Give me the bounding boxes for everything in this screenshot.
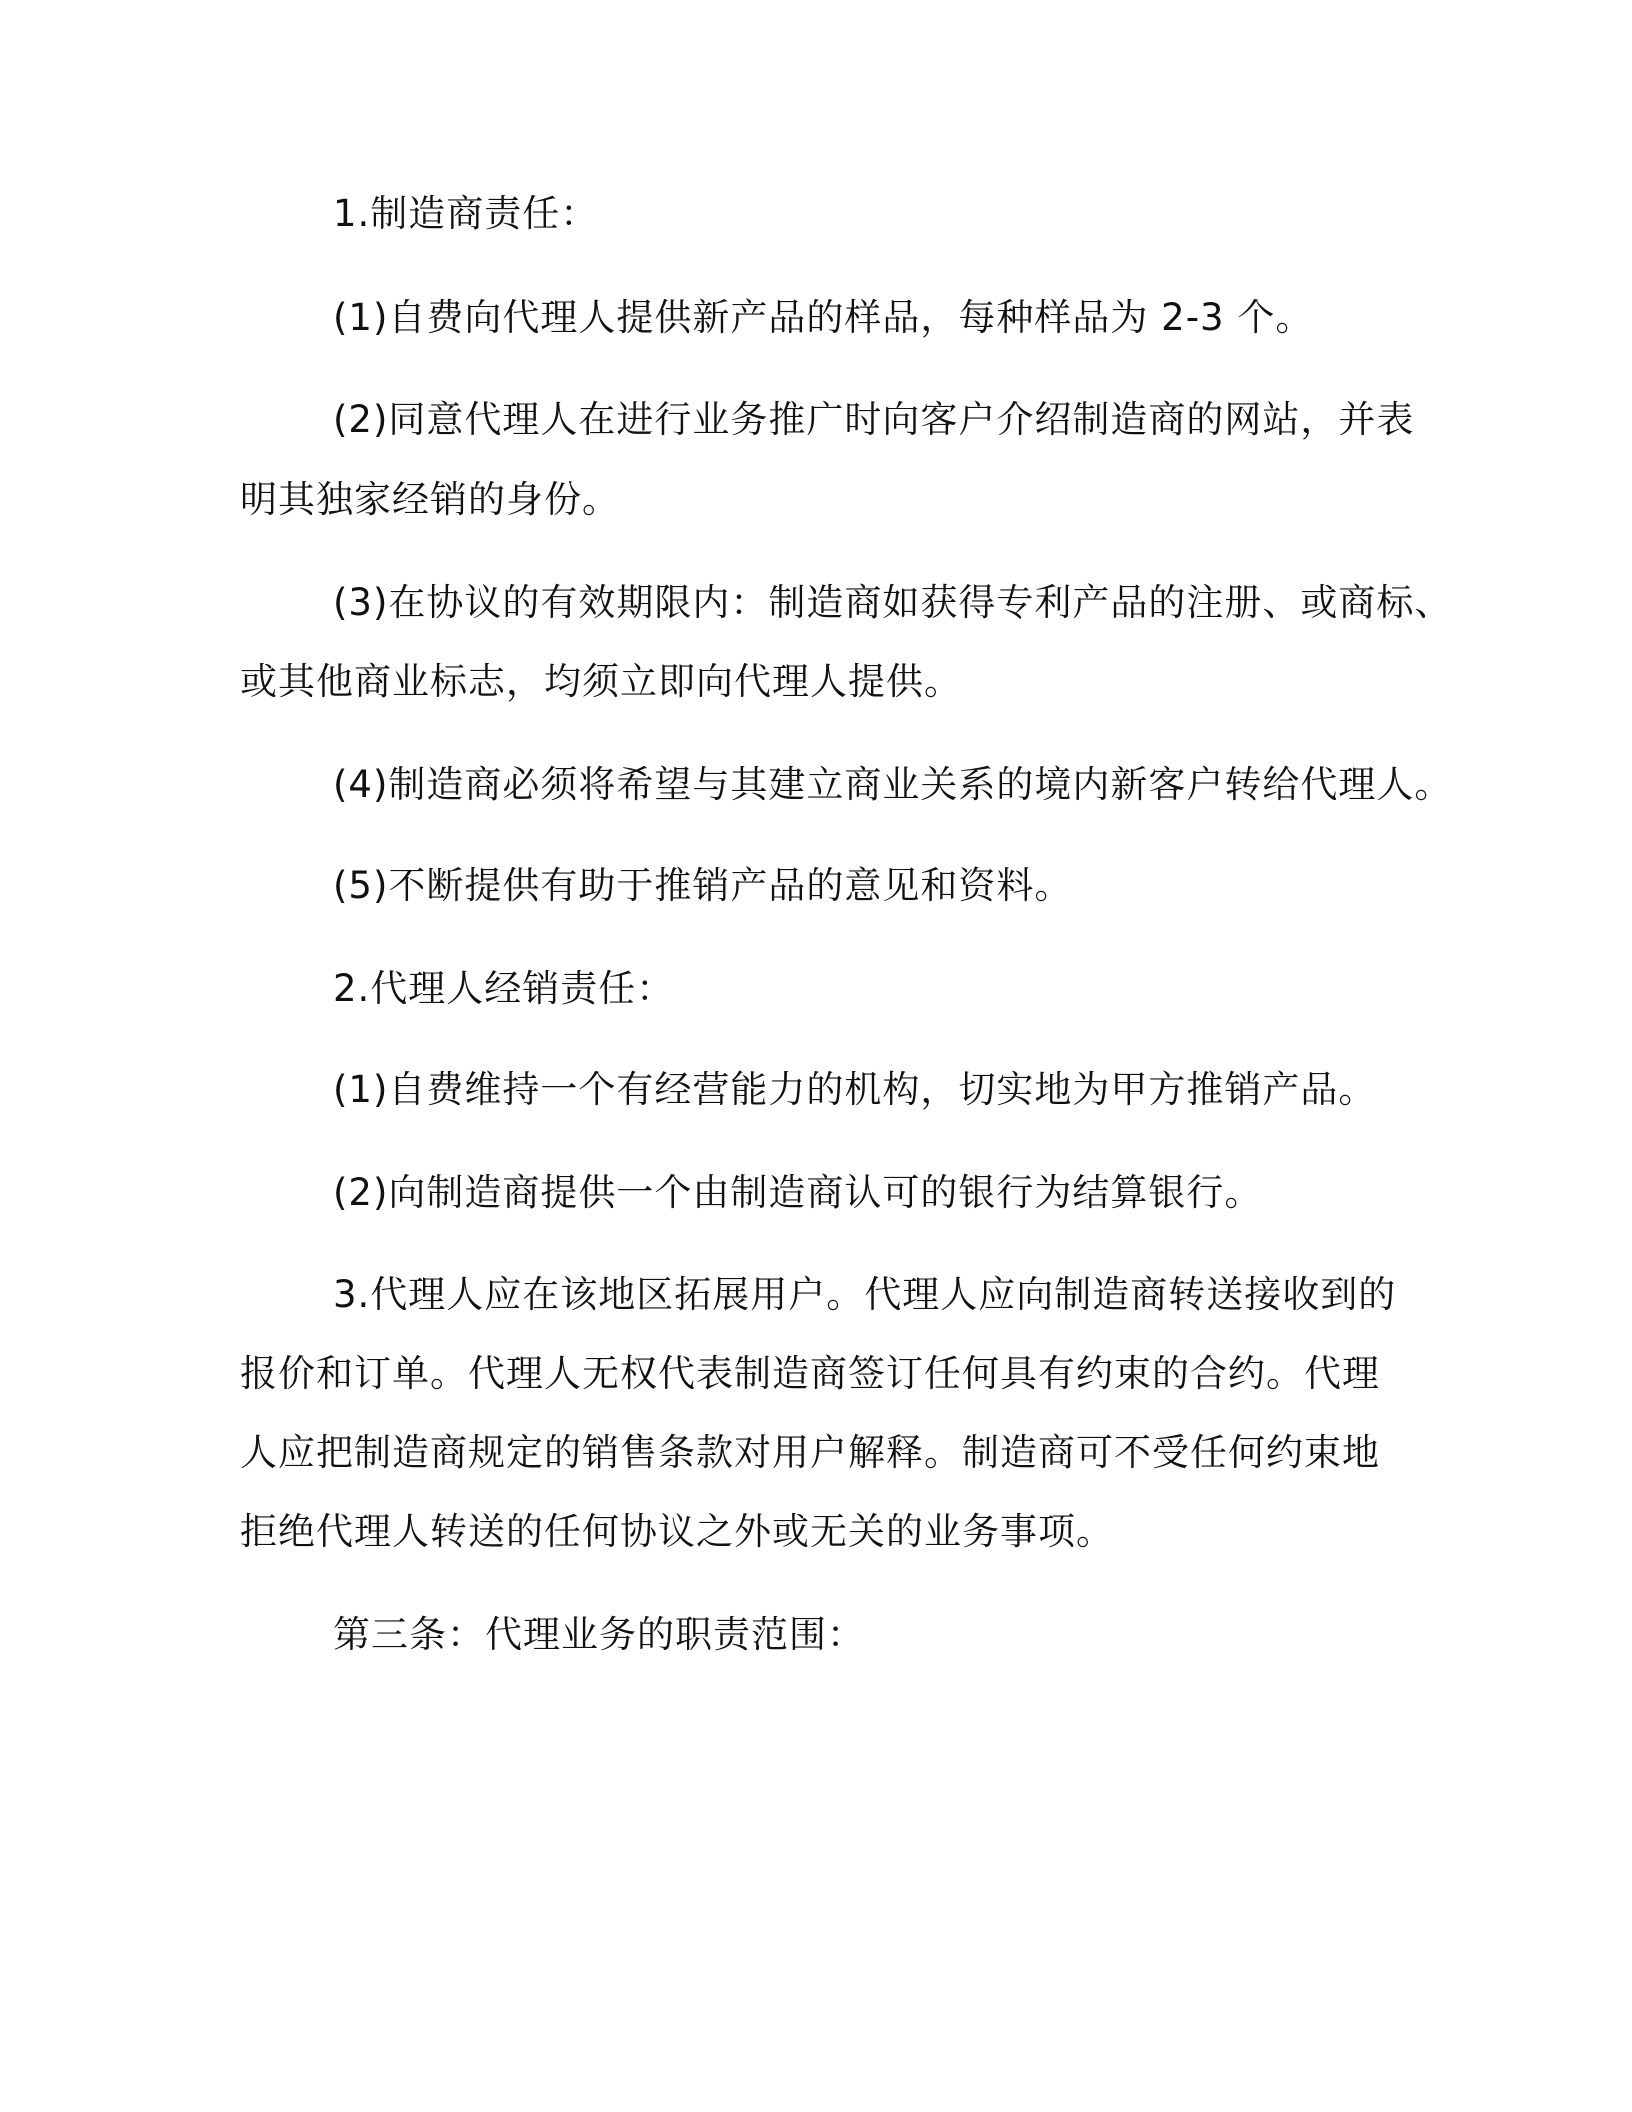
manufacturer-duty-item-3-line-2: 或其他商业标志，均须立即向代理人提供。 [240, 660, 962, 703]
manufacturer-duty-item-1: (1)自费向代理人提供新产品的样品，每种样品为 2-3 个。 [333, 296, 1314, 339]
manufacturer-duty-item-3-line-1: (3)在协议的有效期限内：制造商如获得专利产品的注册、或商标、 [333, 581, 1453, 624]
manufacturer-duty-item-4: (4)制造商必须将希望与其建立商业关系的境内新客户转给代理人。 [333, 763, 1453, 806]
clause-3-line-1: 3.代理人应在该地区拓展用户。代理人应向制造商转送接收到的 [333, 1273, 1397, 1316]
agent-duty-item-1: (1)自费维持一个有经营能力的机构，切实地为甲方推销产品。 [333, 1068, 1377, 1111]
manufacturer-duty-item-2-line-2: 明其独家经销的身份。 [240, 478, 620, 521]
agent-duty-heading: 2.代理人经销责任： [333, 967, 675, 1010]
clause-3-line-3: 人应把制造商规定的销售条款对用户解释。制造商可不受任何约束地 [240, 1431, 1380, 1474]
agent-duty-item-2: (2)向制造商提供一个由制造商认可的银行为结算银行。 [333, 1171, 1263, 1214]
clause-3-line-4: 拒绝代理人转送的任何协议之外或无关的业务事项。 [240, 1510, 1114, 1553]
manufacturer-duty-item-2-line-1: (2)同意代理人在进行业务推广时向客户介绍制造商的网站，并表 [333, 398, 1415, 441]
manufacturer-duty-item-5: (5)不断提供有助于推销产品的意见和资料。 [333, 864, 1073, 907]
manufacturer-duty-heading: 1.制造商责任： [333, 192, 599, 235]
clause-3-line-2: 报价和订单。代理人无权代表制造商签订任何具有约束的合约。代理 [240, 1352, 1380, 1395]
article-3-heading: 第三条：代理业务的职责范围： [333, 1613, 865, 1656]
